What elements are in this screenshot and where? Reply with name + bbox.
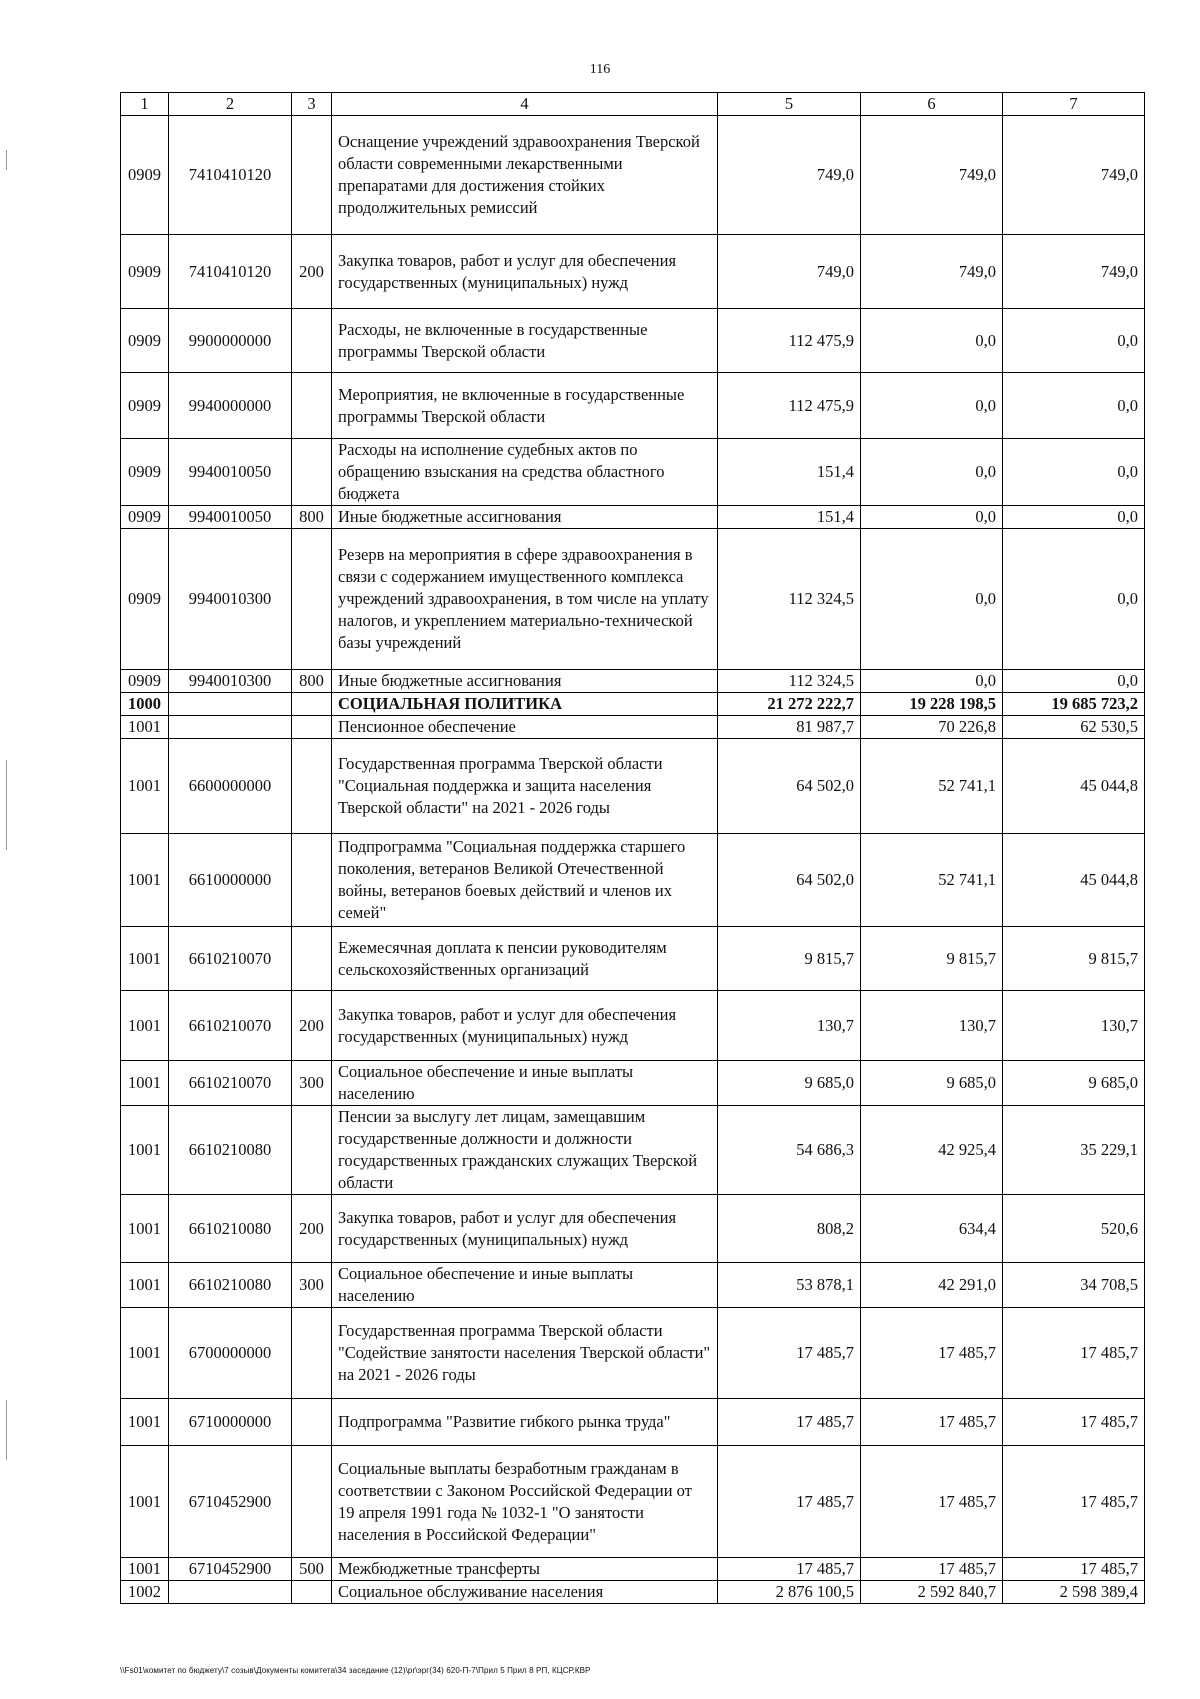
target-article-cell: 9940000000 xyxy=(169,373,292,439)
item-name-cell: Пенсионное обеспечение xyxy=(332,716,718,739)
target-article-cell: 6610210080 xyxy=(169,1195,292,1263)
section-code-cell: 1001 xyxy=(121,1106,169,1195)
target-article-cell: 9940010050 xyxy=(169,439,292,506)
column-header: 2 xyxy=(169,93,292,116)
amount-col5-cell: 112 324,5 xyxy=(718,529,861,670)
section-code-cell: 0909 xyxy=(121,116,169,235)
amount-col7-cell: 2 598 389,4 xyxy=(1003,1581,1145,1604)
amount-col7-cell: 34 708,5 xyxy=(1003,1263,1145,1308)
target-article-cell: 6610210070 xyxy=(169,927,292,991)
amount-col6-cell: 2 592 840,7 xyxy=(861,1581,1003,1604)
amount-col6-cell: 0,0 xyxy=(861,670,1003,693)
amount-col7-cell: 0,0 xyxy=(1003,670,1145,693)
expense-type-cell xyxy=(292,1581,332,1604)
section-code-cell: 1001 xyxy=(121,927,169,991)
amount-col7-cell: 0,0 xyxy=(1003,309,1145,373)
section-code-cell: 1001 xyxy=(121,1263,169,1308)
expense-type-cell xyxy=(292,439,332,506)
expense-type-cell xyxy=(292,309,332,373)
target-article-cell: 6610210080 xyxy=(169,1106,292,1195)
target-article-cell: 9940010300 xyxy=(169,529,292,670)
amount-col5-cell: 9 685,0 xyxy=(718,1061,861,1106)
amount-col5-cell: 17 485,7 xyxy=(718,1446,861,1558)
amount-col7-cell: 749,0 xyxy=(1003,116,1145,235)
target-article-cell: 6600000000 xyxy=(169,739,292,834)
table-row xyxy=(121,1195,1145,1263)
amount-col5-cell: 17 485,7 xyxy=(718,1308,861,1399)
amount-col5-cell: 81 987,7 xyxy=(718,716,861,739)
expense-type-cell: 200 xyxy=(292,991,332,1061)
amount-col6-cell: 749,0 xyxy=(861,116,1003,235)
item-name-cell: Подпрограмма "Социальная поддержка старшего поколения, ветеранов Великой Отечественной войны, ветеранов боевых действий и членов их семей" xyxy=(332,834,718,927)
amount-col6-cell: 17 485,7 xyxy=(861,1558,1003,1581)
section-code-cell: 0909 xyxy=(121,506,169,529)
target-article-cell: 6710452900 xyxy=(169,1446,292,1558)
table-body xyxy=(121,116,1145,1604)
amount-col6-cell: 0,0 xyxy=(861,529,1003,670)
amount-col6-cell: 9 685,0 xyxy=(861,1061,1003,1106)
amount-col7-cell: 9 685,0 xyxy=(1003,1061,1145,1106)
item-name-cell: Социальное обеспечение и иные выплаты населению xyxy=(332,1263,718,1308)
table-row xyxy=(121,1106,1145,1195)
column-header: 7 xyxy=(1003,93,1145,116)
amount-col5-cell: 2 876 100,5 xyxy=(718,1581,861,1604)
table-row xyxy=(121,739,1145,834)
amount-col6-cell: 52 741,1 xyxy=(861,834,1003,927)
amount-col7-cell: 45 044,8 xyxy=(1003,739,1145,834)
amount-col6-cell: 0,0 xyxy=(861,439,1003,506)
amount-col5-cell: 112 475,9 xyxy=(718,309,861,373)
expense-type-cell: 200 xyxy=(292,1195,332,1263)
item-name-cell: Иные бюджетные ассигнования xyxy=(332,506,718,529)
amount-col7-cell: 749,0 xyxy=(1003,235,1145,309)
item-name-cell: Социальное обслуживание населения xyxy=(332,1581,718,1604)
section-code-cell: 1001 xyxy=(121,1061,169,1106)
section-code-cell: 1001 xyxy=(121,834,169,927)
column-header: 3 xyxy=(292,93,332,116)
amount-col6-cell: 52 741,1 xyxy=(861,739,1003,834)
amount-col6-cell: 9 815,7 xyxy=(861,927,1003,991)
section-code-cell: 1001 xyxy=(121,1195,169,1263)
amount-col6-cell: 42 925,4 xyxy=(861,1106,1003,1195)
target-article-cell: 9940010300 xyxy=(169,670,292,693)
scan-edge-mark xyxy=(6,1400,7,1460)
item-name-cell: Оснащение учреждений здравоохранения Тверской области современными лекарственными препаратами для достижения стойких продолжительных ремиссий xyxy=(332,116,718,235)
budget-table xyxy=(120,92,1145,1604)
item-name-cell: Закупка товаров, работ и услуг для обеспечения государственных (муниципальных) нужд xyxy=(332,235,718,309)
column-header: 4 xyxy=(332,93,718,116)
section-code-cell: 1001 xyxy=(121,739,169,834)
amount-col7-cell: 17 485,7 xyxy=(1003,1399,1145,1446)
amount-col5-cell: 151,4 xyxy=(718,439,861,506)
expense-type-cell xyxy=(292,927,332,991)
amount-col5-cell: 112 475,9 xyxy=(718,373,861,439)
section-code-cell: 1002 xyxy=(121,1581,169,1604)
section-code-cell: 0909 xyxy=(121,235,169,309)
expense-type-cell xyxy=(292,1106,332,1195)
budget-table-container xyxy=(120,92,1144,1604)
amount-col5-cell: 112 324,5 xyxy=(718,670,861,693)
table-row xyxy=(121,529,1145,670)
amount-col5-cell: 54 686,3 xyxy=(718,1106,861,1195)
amount-col6-cell: 0,0 xyxy=(861,309,1003,373)
item-name-cell: Межбюджетные трансферты xyxy=(332,1558,718,1581)
amount-col5-cell: 808,2 xyxy=(718,1195,861,1263)
expense-type-cell: 500 xyxy=(292,1558,332,1581)
target-article-cell: 6700000000 xyxy=(169,1308,292,1399)
table-row xyxy=(121,1399,1145,1446)
amount-col7-cell: 520,6 xyxy=(1003,1195,1145,1263)
amount-col6-cell: 17 485,7 xyxy=(861,1446,1003,1558)
section-code-cell: 0909 xyxy=(121,670,169,693)
target-article-cell: 6610000000 xyxy=(169,834,292,927)
table-row xyxy=(121,439,1145,506)
amount-col5-cell: 17 485,7 xyxy=(718,1558,861,1581)
section-code-cell: 1001 xyxy=(121,991,169,1061)
table-row xyxy=(121,670,1145,693)
item-name-cell: Закупка товаров, работ и услуг для обеспечения государственных (муниципальных) нужд xyxy=(332,1195,718,1263)
item-name-cell: СОЦИАЛЬНАЯ ПОЛИТИКА xyxy=(332,693,718,716)
expense-type-cell xyxy=(292,1446,332,1558)
expense-type-cell xyxy=(292,373,332,439)
amount-col5-cell: 17 485,7 xyxy=(718,1399,861,1446)
expense-type-cell: 800 xyxy=(292,506,332,529)
amount-col5-cell: 53 878,1 xyxy=(718,1263,861,1308)
amount-col7-cell: 9 815,7 xyxy=(1003,927,1145,991)
amount-col5-cell: 749,0 xyxy=(718,235,861,309)
table-row xyxy=(121,1308,1145,1399)
target-article-cell: 7410410120 xyxy=(169,235,292,309)
target-article-cell xyxy=(169,1581,292,1604)
amount-col7-cell: 17 485,7 xyxy=(1003,1446,1145,1558)
expense-type-cell: 300 xyxy=(292,1263,332,1308)
item-name-cell: Иные бюджетные ассигнования xyxy=(332,670,718,693)
table-row xyxy=(121,1558,1145,1581)
scan-edge-mark xyxy=(6,760,7,850)
expense-type-cell xyxy=(292,1308,332,1399)
amount-col5-cell: 130,7 xyxy=(718,991,861,1061)
column-header-row xyxy=(121,93,1145,116)
target-article-cell: 9900000000 xyxy=(169,309,292,373)
section-code-cell: 0909 xyxy=(121,373,169,439)
amount-col7-cell: 0,0 xyxy=(1003,506,1145,529)
target-article-cell: 6610210070 xyxy=(169,991,292,1061)
table-row xyxy=(121,834,1145,927)
amount-col7-cell: 19 685 723,2 xyxy=(1003,693,1145,716)
item-name-cell: Ежемесячная доплата к пенсии руководителям сельскохозяйственных организаций xyxy=(332,927,718,991)
amount-col5-cell: 64 502,0 xyxy=(718,739,861,834)
expense-type-cell xyxy=(292,529,332,670)
target-article-cell: 6610210070 xyxy=(169,1061,292,1106)
section-code-cell: 1001 xyxy=(121,1446,169,1558)
table-row xyxy=(121,373,1145,439)
amount-col6-cell: 130,7 xyxy=(861,991,1003,1061)
item-name-cell: Закупка товаров, работ и услуг для обеспечения государственных (муниципальных) нужд xyxy=(332,991,718,1061)
target-article-cell: 6710000000 xyxy=(169,1399,292,1446)
amount-col6-cell: 19 228 198,5 xyxy=(861,693,1003,716)
expense-type-cell xyxy=(292,1399,332,1446)
column-header: 5 xyxy=(718,93,861,116)
table-row xyxy=(121,1581,1145,1604)
amount-col6-cell: 634,4 xyxy=(861,1195,1003,1263)
item-name-cell: Резерв на мероприятия в сфере здравоохранения в связи с содержанием имущественного комплекса учреждений здравоохранения, в том числе на уплату налогов, и укреплением материально-технической базы учреждений xyxy=(332,529,718,670)
amount-col7-cell: 62 530,5 xyxy=(1003,716,1145,739)
section-code-cell: 0909 xyxy=(121,439,169,506)
expense-type-cell xyxy=(292,739,332,834)
amount-col7-cell: 130,7 xyxy=(1003,991,1145,1061)
item-name-cell: Социальные выплаты безработным гражданам в соответствии с Законом Российской Федерации от 19 апреля 1991 года № 1032-1 "О занятости населения в Российской Федерации" xyxy=(332,1446,718,1558)
table-row xyxy=(121,309,1145,373)
section-code-cell: 1001 xyxy=(121,1308,169,1399)
amount-col5-cell: 21 272 222,7 xyxy=(718,693,861,716)
expense-type-cell xyxy=(292,116,332,235)
page-number: 116 xyxy=(589,62,611,77)
table-row xyxy=(121,927,1145,991)
amount-col6-cell: 42 291,0 xyxy=(861,1263,1003,1308)
amount-col6-cell: 0,0 xyxy=(861,506,1003,529)
amount-col6-cell: 70 226,8 xyxy=(861,716,1003,739)
target-article-cell: 9940010050 xyxy=(169,506,292,529)
amount-col6-cell: 17 485,7 xyxy=(861,1308,1003,1399)
table-row xyxy=(121,991,1145,1061)
amount-col5-cell: 749,0 xyxy=(718,116,861,235)
target-article-cell: 6710452900 xyxy=(169,1558,292,1581)
amount-col7-cell: 0,0 xyxy=(1003,439,1145,506)
column-header: 6 xyxy=(861,93,1003,116)
target-article-cell: 6610210080 xyxy=(169,1263,292,1308)
section-code-cell: 1000 xyxy=(121,693,169,716)
table-row xyxy=(121,1061,1145,1106)
target-article-cell xyxy=(169,693,292,716)
table-row xyxy=(121,693,1145,716)
amount-col7-cell: 0,0 xyxy=(1003,529,1145,670)
table-row xyxy=(121,716,1145,739)
section-code-cell: 1001 xyxy=(121,1558,169,1581)
section-code-cell: 0909 xyxy=(121,529,169,670)
item-name-cell: Государственная программа Тверской области "Содействие занятости населения Тверской области" на 2021 - 2026 годы xyxy=(332,1308,718,1399)
target-article-cell: 7410410120 xyxy=(169,116,292,235)
table-row xyxy=(121,506,1145,529)
amount-col5-cell: 151,4 xyxy=(718,506,861,529)
amount-col7-cell: 0,0 xyxy=(1003,373,1145,439)
amount-col6-cell: 0,0 xyxy=(861,373,1003,439)
amount-col7-cell: 45 044,8 xyxy=(1003,834,1145,927)
table-row xyxy=(121,116,1145,235)
section-code-cell: 1001 xyxy=(121,1399,169,1446)
expense-type-cell xyxy=(292,693,332,716)
expense-type-cell: 300 xyxy=(292,1061,332,1106)
expense-type-cell: 800 xyxy=(292,670,332,693)
item-name-cell: Социальное обеспечение и иные выплаты населению xyxy=(332,1061,718,1106)
column-header: 1 xyxy=(121,93,169,116)
amount-col7-cell: 17 485,7 xyxy=(1003,1558,1145,1581)
file-path-footer: \\Fs01\комитет по бюджету\7 созыв\Документы комитета\34 заседание (12)\pr\эрг(34) 620-П-7\Прил 5 Прил 8 РП, КЦСР,КВР xyxy=(120,1666,591,1675)
amount-col5-cell: 64 502,0 xyxy=(718,834,861,927)
expense-type-cell xyxy=(292,834,332,927)
section-code-cell: 1001 xyxy=(121,716,169,739)
item-name-cell: Государственная программа Тверской области "Социальная поддержка и защита населения Тверской области" на 2021 - 2026 годы xyxy=(332,739,718,834)
expense-type-cell xyxy=(292,716,332,739)
amount-col7-cell: 35 229,1 xyxy=(1003,1106,1145,1195)
amount-col6-cell: 749,0 xyxy=(861,235,1003,309)
target-article-cell xyxy=(169,716,292,739)
amount-col6-cell: 17 485,7 xyxy=(861,1399,1003,1446)
table-row xyxy=(121,1446,1145,1558)
table-row xyxy=(121,1263,1145,1308)
amount-col5-cell: 9 815,7 xyxy=(718,927,861,991)
item-name-cell: Подпрограмма "Развитие гибкого рынка труда" xyxy=(332,1399,718,1446)
item-name-cell: Расходы, не включенные в государственные программы Тверской области xyxy=(332,309,718,373)
table-row xyxy=(121,235,1145,309)
item-name-cell: Пенсии за выслугу лет лицам, замещавшим государственные должности и должности государственных гражданских служащих Тверской области xyxy=(332,1106,718,1195)
item-name-cell: Мероприятия, не включенные в государственные программы Тверской области xyxy=(332,373,718,439)
amount-col7-cell: 17 485,7 xyxy=(1003,1308,1145,1399)
expense-type-cell: 200 xyxy=(292,235,332,309)
section-code-cell: 0909 xyxy=(121,309,169,373)
scan-edge-mark xyxy=(6,150,7,170)
item-name-cell: Расходы на исполнение судебных актов по обращению взыскания на средства областного бюджета xyxy=(332,439,718,506)
